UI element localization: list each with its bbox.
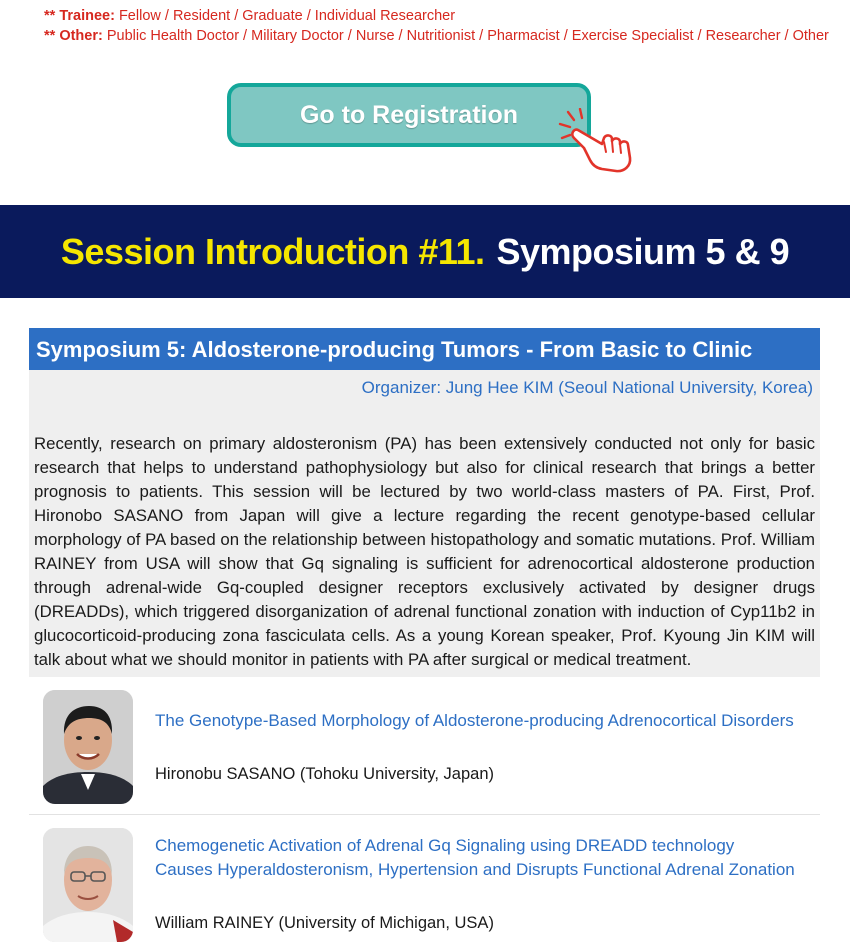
trainee-text: Fellow / Resident / Graduate / Individual Researcher — [118, 8, 456, 24]
other-note — [44, 26, 829, 46]
go-to-registration-button[interactable]: Go to Registration — [227, 83, 591, 147]
symposium-description: Recently, research on primary aldosteronism (PA) has been extensively conducted not only for basic research that helps to understand pathophysiology but also for clinical research that brings a better prognosis to patients. This session will be lectured by two world-class masters of PA. First, Prof. Hironobo SASANO from Japan will give a lecture regarding the recent genotype-based cellular morphology of PA based on the relationship between histopathology and somatic mutations. Prof. William RAINEY from USA will show that Gq signaling is sufficient for adrenocortical aldosterone production through adrenal-wide Gq-coupled designer receptors exclusively activated by designer drugs (DREADDs), which triggered disorganization of adrenal functional zonation with induction of Cyp11b2 in glucocorticoid-producing zona fasciculata cells. As a young Korean speaker, Prof. Kyoung Jin KIM will talk about what we should monitor in patients with PA after surgical or medical treatment. — [34, 434, 815, 669]
session-banner — [0, 205, 850, 298]
speaker-divider — [29, 814, 820, 815]
registration-button-wrap — [227, 83, 591, 147]
speaker-portrait-2-icon — [43, 828, 133, 942]
speaker-portrait-1-icon — [43, 690, 133, 804]
other-text: Public Health Doctor / Military Doctor / Nurse / Nutritionist / Pharmacist / Exercise Specialist / Researcher / Other — [106, 28, 829, 44]
speaker-1-talk: The Genotype-Based Morphology of Aldosterone-producing Adrenocortical Disorders — [155, 711, 794, 730]
trainee-label: ** Trainee: — [44, 8, 115, 24]
banner-highlight: Session Introduction #11. — [60, 230, 485, 272]
speaker-card-1 — [29, 688, 820, 808]
trainee-note — [44, 6, 829, 26]
banner-title: Symposium 5 & 9 — [496, 230, 790, 272]
registration-notes — [44, 6, 829, 46]
symposium-title: Symposium 5: Aldosterone-producing Tumors - From Basic to Clinic — [29, 328, 820, 370]
speaker-1-name: Hironobu SASANO (Tohoku University, Japan) — [155, 765, 495, 783]
symposium-body — [29, 370, 820, 677]
organizer: Organizer: Jung Hee KIM (Seoul National University, Korea) — [361, 378, 813, 397]
speaker-2-talk: Chemogenetic Activation of Adrenal Gq Signaling using DREADD technology Causes Hyperaldosteronism, Hypertension and Disrupts Functional Adrenal Zonation — [155, 836, 795, 879]
speaker-card-2 — [29, 826, 820, 949]
speaker-photo-2 — [43, 828, 133, 942]
speaker-2-name: William RAINEY (University of Michigan, USA) — [155, 914, 494, 932]
other-label: ** Other: — [44, 28, 103, 44]
speaker-photo-1 — [43, 690, 133, 804]
pointing-hand-icon[interactable] — [558, 108, 642, 174]
